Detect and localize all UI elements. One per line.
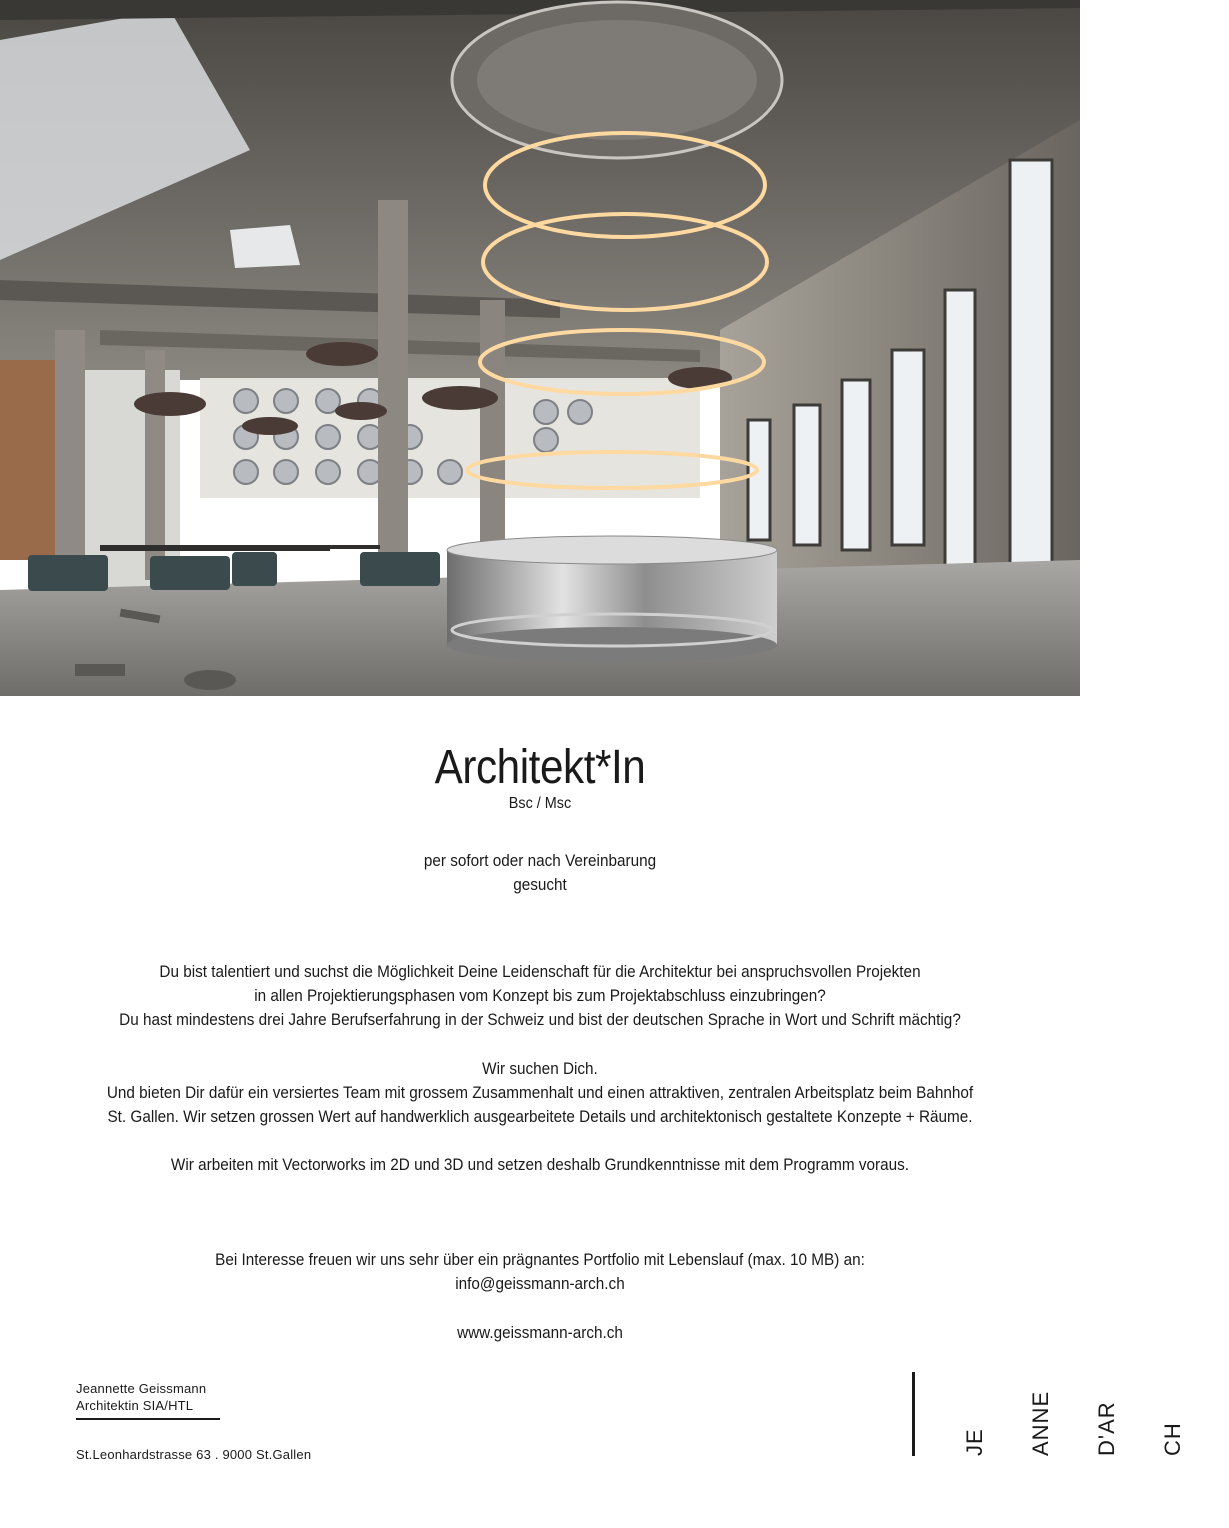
description-line: Du bist talentiert und suchst die Möglichkeit Deine Leidenschaft für die Architektur bei anspruchsvollen Projekten (159, 962, 921, 981)
website-block (54, 1321, 1026, 1345)
interior-photo-icon (0, 0, 1080, 696)
office-address: St.Leonhardstrasse 63 . 9000 St.Gallen (76, 1447, 312, 1462)
contact-block (54, 1248, 1026, 1296)
availability-block (54, 849, 1026, 897)
architect-role: Architektin SIA/HTL (76, 1398, 194, 1413)
offer-line: Wir suchen Dich. (482, 1059, 598, 1078)
website-link[interactable]: www.geissmann-arch.ch (457, 1323, 623, 1342)
software-line: Wir arbeiten mit Vectorworks im 2D und 3D und setzen deshalb Grundkenntnisse mit dem Programm voraus. (170, 1155, 910, 1174)
logo-line: ANNE (1028, 1390, 1053, 1456)
logo-line: D'AR (1094, 1401, 1119, 1456)
logo-bar (912, 1372, 915, 1456)
description-line: in allen Projektierungsphasen vom Konzept bis zum Projektabschluss einzubringen? (254, 986, 826, 1005)
offer-paragraph (54, 1057, 1026, 1129)
offer-line: St. Gallen. Wir setzen grossen Wert auf handwerklich ausgearbeitete Details und architektonisch gestaltete Konzepte + Räume. (107, 1107, 973, 1126)
logo-line: CH (1160, 1422, 1185, 1456)
description-line: Du hast mindestens drei Jahre Berufserfahrung in der Schweiz und bist der deutschen Sprache in Wort und Schrift mächtig? (119, 1010, 961, 1029)
job-title: Architekt*In (434, 741, 646, 794)
description-paragraph (54, 960, 1026, 1032)
offer-line: Und bieten Dir dafür ein versiertes Team mit grossem Zusammenhalt und einen attraktiven, zentralen Arbeitsplatz beim Bahnhof (106, 1083, 974, 1102)
software-paragraph (54, 1153, 1026, 1177)
logo-wordmark (920, 1391, 1228, 1456)
signature-block (76, 1380, 220, 1420)
degree-subtitle: Bsc / Msc (508, 795, 572, 812)
availability-line: per sofort oder nach Vereinbarung (423, 851, 657, 870)
signature-rule (76, 1418, 220, 1420)
availability-line: gesucht (513, 875, 567, 894)
company-logo (912, 1372, 1185, 1456)
contact-email-link[interactable]: info@geissmann-arch.ch (455, 1274, 625, 1293)
hero-photo (0, 0, 1080, 696)
architect-name: Jeannette Geissmann (76, 1381, 207, 1396)
logo-line: JE (962, 1428, 987, 1456)
contact-intro: Bei Interesse freuen wir uns sehr über ein prägnantes Portfolio mit Lebenslauf (max. 10 MB) an: (215, 1250, 865, 1269)
